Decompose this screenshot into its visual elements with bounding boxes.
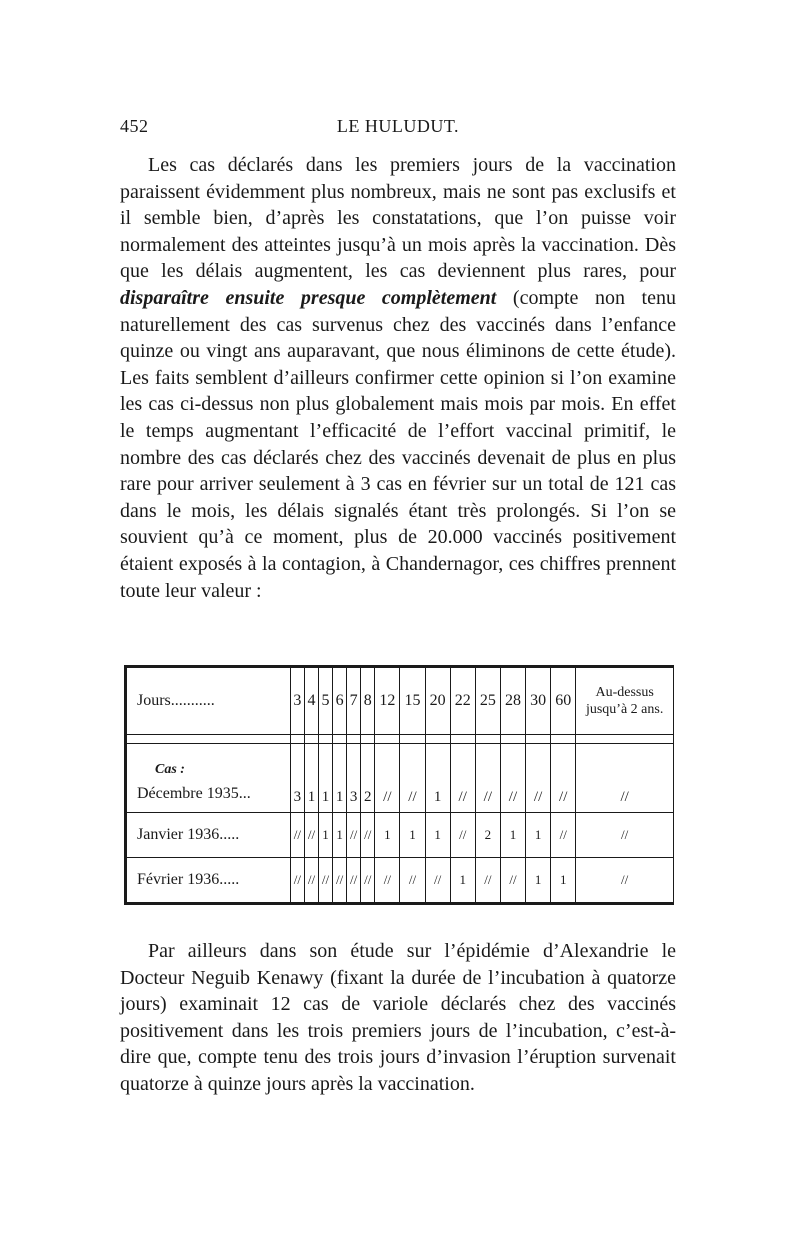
table-cell: 1 — [333, 744, 347, 813]
table-cell: // — [400, 858, 425, 904]
day-header: 15 — [400, 667, 425, 735]
table-cell: // — [375, 858, 400, 904]
day-header: 12 — [375, 667, 400, 735]
table-cell: // — [500, 858, 525, 904]
paragraph-intro-part1: Les cas déclarés dans les premiers jours de la vaccination paraissent évidemment plus nombreux, mais ne sont pas exclusifs et il semble bien, d’après les constatations, que l’on puisse voir normalement des atteintes jusqu’à un mois après la vaccination. Dès que les délais augmentent, les cas deviennent plus rares, pour — [120, 154, 676, 283]
table-cell: // — [475, 858, 500, 904]
table-cell: // — [319, 858, 333, 904]
row-label — [126, 744, 291, 813]
table-row — [126, 744, 674, 813]
table-cell: // — [347, 813, 361, 858]
table-cell: 1 — [450, 858, 475, 904]
table-cell: // — [425, 858, 450, 904]
table-cell: 1 — [425, 744, 450, 813]
table-cell: 1 — [425, 813, 450, 858]
table-cell: 1 — [526, 858, 551, 904]
day-header: 60 — [551, 667, 576, 735]
table-cell: 1 — [319, 744, 333, 813]
row-month: Décembre 1935... — [137, 785, 251, 802]
row-label: Janvier 1936..... — [126, 813, 291, 858]
cases-table — [124, 665, 674, 905]
header-jours-label: Jours........... — [126, 667, 291, 735]
day-header: 30 — [526, 667, 551, 735]
day-header: 7 — [347, 667, 361, 735]
day-header: 22 — [450, 667, 475, 735]
table-row — [126, 813, 674, 858]
day-header: 20 — [425, 667, 450, 735]
table-cell: 1 — [526, 813, 551, 858]
table-cell: 3 — [290, 744, 304, 813]
table-cell: // — [576, 744, 674, 813]
table-cell: 1 — [375, 813, 400, 858]
table-cell: // — [361, 813, 375, 858]
page-number: 452 — [120, 116, 149, 136]
day-header: 8 — [361, 667, 375, 735]
table-cell: // — [450, 744, 475, 813]
table-cell: 3 — [347, 744, 361, 813]
table-cell: // — [400, 744, 425, 813]
table-cell: // — [361, 858, 375, 904]
cas-label: Cas : — [155, 762, 185, 777]
table-cell: // — [304, 813, 318, 858]
table-cell: // — [576, 813, 674, 858]
page-header — [120, 116, 676, 142]
paragraph-alexandria: Par ailleurs dans son étude sur l’épidémie d’Alexandrie le Docteur Neguib Kenawy (fixant la durée de l’incubation à quatorze jours) examinait 12 cas de variole déclarés chez des vaccinés positivement dans les trois premiers jours de l’incubation, c’est-à-dire que, compte tenu des trois jours d’invasion l’éruption survenait quatorze à quinze jours après la vaccination. — [120, 940, 676, 1095]
table-row — [126, 858, 674, 904]
day-header: 25 — [475, 667, 500, 735]
day-header: 3 — [290, 667, 304, 735]
table-cell: // — [500, 744, 525, 813]
table-cell: // — [290, 858, 304, 904]
header-above-label: Au-dessus jusqu’à 2 ans. — [576, 667, 674, 735]
table-cell: 1 — [400, 813, 425, 858]
table-cell: // — [526, 744, 551, 813]
table-cell: // — [576, 858, 674, 904]
paragraph-intro — [120, 152, 676, 604]
table-cell: 1 — [304, 744, 318, 813]
table-cell: // — [551, 813, 576, 858]
table-cell: 1 — [500, 813, 525, 858]
day-header: 6 — [333, 667, 347, 735]
table-cell: // — [375, 744, 400, 813]
paragraph-intro-emphasis: disparaître ensuite presque complètement — [120, 286, 497, 309]
table-cell: // — [304, 858, 318, 904]
table-cell: 1 — [551, 858, 576, 904]
table-cell: // — [475, 744, 500, 813]
table-cell: 1 — [319, 813, 333, 858]
table-spacer-row — [126, 735, 674, 744]
table-header-row — [126, 667, 674, 735]
day-header: 28 — [500, 667, 525, 735]
row-label: Février 1936..... — [126, 858, 291, 904]
table-cell: 2 — [361, 744, 375, 813]
table-cell: // — [450, 813, 475, 858]
day-header: 5 — [319, 667, 333, 735]
table-cell: // — [333, 858, 347, 904]
table-cell: 2 — [475, 813, 500, 858]
table-cell: // — [551, 744, 576, 813]
paragraph-intro-part2: (compte non tenu naturellement des cas survenus chez des vaccinés dans l’enfance quinze ou vingt ans auparavant, que nous éliminons de cette étude). Les faits semblent d’ailleurs confirmer cette opinion si l’on examine les cas ci-dessus non plus globalement mais mois par mois. En effet le temps augmentant l’efficacité de l’effort vaccinal primitif, le nombre des cas déclarés chez des vaccinés devenait de plus en plus rare pour arriver seulement à 3 cas en février sur un total de 121 cas dans le mois, les délais signalés étant très prolongés. Si l’on se souvient qu’à ce moment, plus de 20.000 vaccinés positivement étaient exposés à la contagion, à Chandernagor, ces chiffres prennent toute leur valeur : — [120, 286, 676, 602]
table-cell: // — [347, 858, 361, 904]
table-cell: 1 — [333, 813, 347, 858]
table-cell: // — [290, 813, 304, 858]
day-header: 4 — [304, 667, 318, 735]
running-title: LE HULUDUT. — [336, 116, 460, 136]
